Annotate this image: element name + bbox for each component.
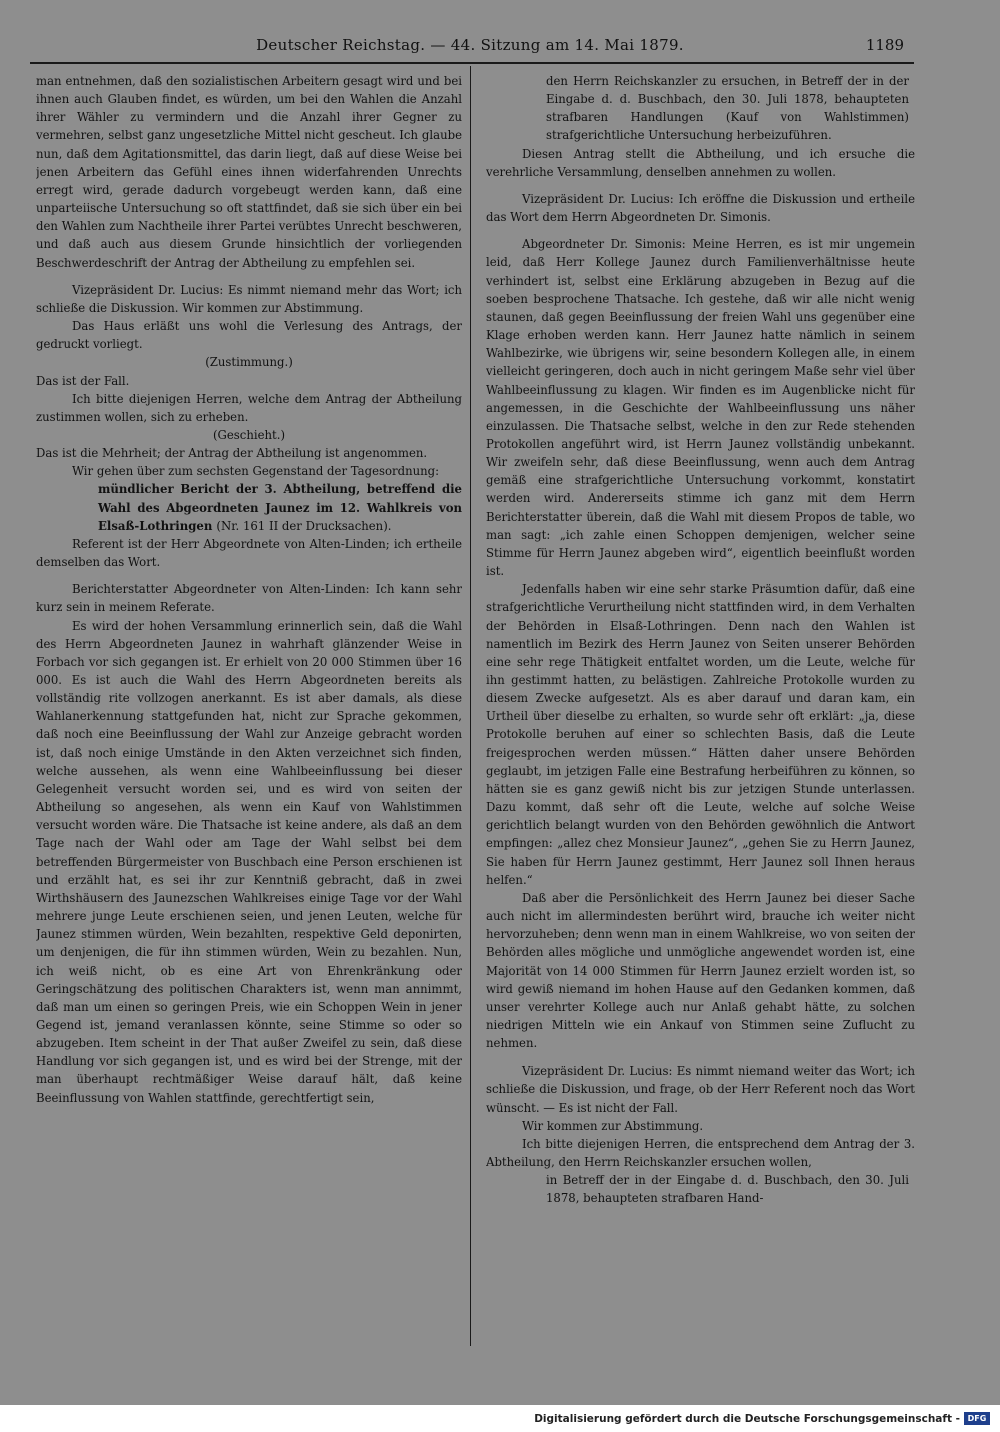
speaker-paragraph: Vizepräsident Dr. Lucius: Ich eröffne die Diskussion und ertheile das Wort dem Herrn Abgeordneten Dr. Simonis.	[486, 191, 915, 225]
speaker-paragraph: Abgeordneter Dr. Simonis: Meine Herren, es ist mir ungemein leid, daß Herr Kollege Jaunez durch Familienverhältnisse heute verhindert ist, selbst eine Erklärung abzugeben in Bezug auf die soeben besprochene Thatsache. Ich gestehe, daß wir alle nicht wenig staunen, daß gegen Beeinflussung der freien Wahl uns gegenüber eine Klage erhoben werden kann. Herr Jaunez hatte nämlich in seinem Wahlbezirke, wie übrigens wir, seine besondern Kollegen alle, in einem vielleicht geringeren, doch auch in nicht geringem Maße sehr viel über Wahlbeeinflussung zu klagen. Wir finden es im Augenblicke nicht für angemessen, in die Geschichte der Wahlbeeinflussung uns näher einzulassen. Die Thatsache selbst, welche in den zur Rede stehenden Protokollen angeführt wird, ist Herrn Jaunez vollständig unbekannt. Wir zweifeln sehr, daß diese Beeinflussung, wenn auch dem Antrag gemäß eine strafgerichtliche Untersuchung vorkommt, konstatirt werden wird. Andererseits stimme ich ganz mit dem Herrn Berichterstatter überein, daß die Wahl mit diesem Propos de table, wo man sagt: „ich zahle einen Schoppen demjenigen, welcher seine Stimme für Herrn Jaunez abgeben wird“, eigentlich beeinflußt worden ist.	[486, 237, 915, 579]
stage-direction: (Zustimmung.)	[205, 355, 293, 370]
paragraph: Ich bitte diejenigen Herren, welche dem Antrag der Abtheilung zustimmen wollen, sich zu erheben.	[36, 391, 462, 424]
footer-bar	[0, 1405, 1000, 1432]
paragraph: Wir kommen zur Abstimmung.	[522, 1118, 704, 1133]
speaker-paragraph: Vizepräsident Dr. Lucius: Es nimmt niemand weiter das Wort; ich schließe die Diskussion, und frage, ob der Herr Referent noch das Wort wünscht. — Es ist nicht der Fall.	[486, 1064, 915, 1115]
agenda-item-reference: (Nr. 161 II der Drucksachen).	[216, 518, 392, 533]
paragraph: Referent ist der Herr Abgeordnete von Alten-Linden; ich ertheile demselben das Wort.	[36, 536, 462, 570]
paragraph: Das Haus erläßt uns wohl die Verlesung des Antrags, der gedruckt vorliegt.	[36, 319, 462, 352]
paragraph: Das ist der Fall.	[36, 373, 130, 388]
right-column	[486, 72, 915, 1372]
stage-direction: (Geschieht.)	[212, 427, 286, 442]
digitization-credit: Digitalisierung gefördert durch die Deutsche Forschungsgemeinschaft -	[534, 1413, 960, 1425]
dfg-logo: DFG	[964, 1412, 990, 1425]
paragraph: man entnehmen, daß den sozialistischen Arbeitern gesagt wird und bei ihnen auch Glauben findet, es würden, um bei den Wahlen die Anzahl ihrer Wähler zu vermindern und die Anzahl ihrer Gegner zu vermehren, selbst ganz ungesetzliche Mittel nicht gescheut. Ich glaube nun, daß dem Agitationsmittel, das darin liegt, daß auf diese Weise bei jenen Arbeitern das Gefühl eines ihnen widerfahrenden Unrechts erregt wird, gerade dadurch vorgebeugt werden kann, daß eine unparteiische Untersuchung so oft stattfindet, daß sie sich über ein bei den Wahlen zum Nachtheile ihrer Partei verübtes Unrecht beschweren, und daß auch aus diesem Grunde hinsichtlich der vorliegenden Beschwerdeschrift der Antrag der Abtheilung zu empfehlen sei.	[36, 74, 462, 270]
speaker-paragraph: Berichterstatter Abgeordneter von Alten-Linden: Ich kann sehr kurz sein in meinem Referate.	[36, 582, 462, 615]
paragraph: Es wird der hohen Versammlung erinnerlich sein, daß die Wahl des Herrn Abgeordneten Jaunez in wahrhaft glänzender Weise in Forbach vor sich gegangen ist. Er erhielt von 20 000 Stimmen über 16 000. Es ist auch die Wahl des Herrn Abgeordneten bereits als vollständig rite vollzogen anerkannt. Es ist aber damals, als diese Wahlanerkennung stattgefunden hat, nicht zur Sprache gekommen, daß noch eine Beeinflussung der Wahl zur Anzeige gebracht worden ist, daß noch einige Umstände in den Akten verzeichnet sich finden, welche aussehen, als wenn eine Wahlbeeinflussung bei dieser Gelegenheit versucht worden sei, und es wird von seiten der Abtheilung so angesehen, als wenn ein Kauf von Wahlstimmen versucht worden wäre. Die Thatsache ist keine andere, als daß an dem Tage nach der Wahl oder am Tage der Wahl selbst bei dem betreffenden Bürgermeister von Buschbach eine Person erschienen ist und erzählt hat, es sei ihr zur Kenntniß gebracht, daß in zwei Wirthshäusern des Jaunezschen Wahlkreises einige Tage vor der Wahl mehrere junge Leute erschienen seien, und jenen Leuten, welche für Jaunez stimmen würden, Wein bezahlten, respektive Geld deponirten, um denjenigen, die für ihn stimmen würden, Wein zu bezahlen. Nun, ich weiß nicht, ob es eine Art von Ehrenkränkung oder Geringschätzung des politischen Charakters ist, wenn man annimmt, daß man um einen so geringen Preis, wie ein Schoppen Wein in jener Gegend ist, jemand veranlassen könnte, seine Stimme so oder so abzugeben. Item scheint in der That außer Zweifel zu sein, daß diese Handlung vor sich gegangen ist, und es wird bei der Strenge, mit der man überhaupt rechtmäßiger Weise darauf hält, daß keine Beeinflussung von Wahlen stattfinde, gerechtfertigt sein,	[36, 618, 462, 1105]
agenda-item	[36, 480, 462, 534]
page-header	[36, 36, 904, 58]
left-column	[36, 72, 462, 1372]
motion-text: in Betreff der in der Eingabe d. d. Buschbach, den 30. Juli 1878, behaupteten strafbaren Hand-	[546, 1173, 909, 1206]
paragraph: Jedenfalls haben wir eine sehr starke Präsumtion dafür, daß eine strafgerichtliche Verurtheilung nicht stattfinden wird, in dem Verhalten der Behörden in Elsaß-Lothringen. Denn nach den Wahlen ist namentlich im Bezirk des Herrn Jaunez von Seiten unserer Behörden eine sehr rege Thätigkeit entfaltet worden, um die Leute, welche für ihn gestimmt hatten, zu belästigen. Zahlreiche Protokolle wurden zu diesem Zwecke aufgesetzt. Als es aber darauf und daran kam, ein Urtheil über dieselbe zu erhalten, so wurde sehr oft erklärt: „ja, diese Protokolle beruhen auf einer so schlechten Basis, daß die Leute freigesprochen werden müssen.“ Hätten daher unsere Behörden geglaubt, im jetzigen Falle eine Bestrafung herbeiführen zu können, so hätten sie es ganz gewiß nicht bis zur jetzigen Stunde unterlassen. Dazu kommt, daß sehr oft die Leute, welche auf solche Weise gerichtlich belangt wurden von den Behörden gewöhnlich die Antwort empfingen: „allez chez Monsieur Jaunez“, „gehen Sie zu Herrn Jaunez, Sie haben für Herrn Jaunez gestimmt, Herr Jaunez soll Ihnen heraus helfen.“	[486, 582, 915, 887]
running-title: Deutscher Reichstag. — 44. Sitzung am 14. Mai 1879.	[256, 36, 684, 54]
motion-text: den Herrn Reichskanzler zu ersuchen, in Betreff der in der Eingabe d. d. Buschbach, den 30. Juli 1878, behaupteten strafbaren Handlungen (Kauf von Wahlstimmen) strafgerichtliche Untersuchung herbeizuführen.	[546, 74, 909, 143]
column-divider	[470, 66, 471, 1346]
agenda-item-title: mündlicher Bericht der 3. Abtheilung, betreffend die Wahl des Abgeordneten Jaunez im 12. Wahlkreis von Elsaß-Lothringen	[98, 482, 462, 533]
paragraph: Wir gehen über zum sechsten Gegenstand der Tagesordnung:	[72, 464, 440, 479]
paragraph: Das ist die Mehrheit; der Antrag der Abtheilung ist angenommen.	[36, 446, 428, 461]
page-number: 1189	[865, 36, 904, 54]
header-rule	[30, 62, 914, 64]
paragraph: Ich bitte diejenigen Herren, die entsprechend dem Antrag der 3. Abtheilung, den Herrn Reichskanzler ersuchen wollen,	[486, 1136, 915, 1170]
paragraph: Diesen Antrag stellt die Abtheilung, und ich ersuche die verehrliche Versammlung, denselben annehmen zu wollen.	[486, 146, 915, 179]
paragraph: Daß aber die Persönlichkeit des Herrn Jaunez bei dieser Sache auch nicht im allermindesten berührt wird, brauche ich weiter nicht hervorzuheben; denn wenn man in einem Wahlkreise, wo von seiten der Behörden alles mögliche und unmögliche angewendet worden ist, eine Majorität von 14 000 Stimmen für Herrn Jaunez erzielt worden ist, so wird gewiß niemand im hohen Hause auf den Gedanken kommen, daß unser verehrter Kollege auch nur Anlaß gehabt hätte, zu solchen niedrigen Mitteln wie ein Ankauf von Stimmen seine Zuflucht zu nehmen.	[486, 890, 915, 1051]
speaker-paragraph: Vizepräsident Dr. Lucius: Es nimmt niemand mehr das Wort; ich schließe die Diskussion. Wir kommen zur Abstimmung.	[36, 282, 462, 315]
